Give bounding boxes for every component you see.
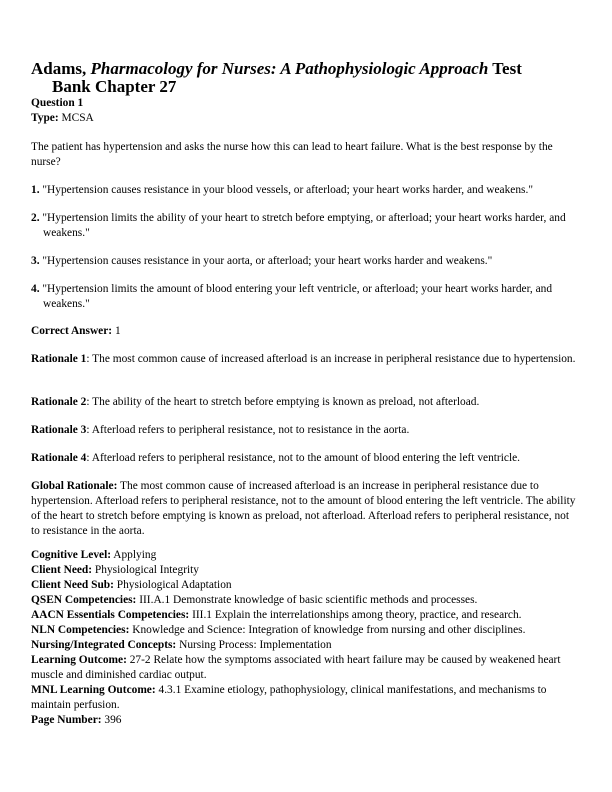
question-type — [31, 111, 579, 126]
meta-value: III.A.1 Demonstrate knowledge of basic scientific methods and processes. — [139, 594, 478, 606]
option-1 — [31, 183, 591, 198]
meta-label: MNL Learning Outcome: — [31, 684, 156, 696]
global-rationale-label: Global Rationale: — [31, 480, 118, 492]
question-header — [31, 96, 579, 126]
meta-value: 4.3.1 Examine etiology, pathophysiology, clinical manifestations, and mechanisms to maintain perfusion. — [31, 684, 547, 711]
option-number: 3. — [31, 255, 40, 267]
meta-label: Client Need Sub: — [31, 579, 114, 591]
meta-label: Page Number: — [31, 714, 102, 726]
meta-nursing-concepts — [31, 638, 579, 653]
rationale-label: Rationale 4 — [31, 452, 87, 464]
title-line-2: Bank Chapter 27 — [52, 77, 177, 96]
meta-label: Nursing/Integrated Concepts: — [31, 639, 177, 651]
rationale-label: Rationale 3 — [31, 424, 87, 436]
rationale-4 — [31, 451, 579, 466]
question-label: Question 1 — [31, 97, 84, 109]
meta-value: Physiological Adaptation — [116, 579, 232, 591]
option-number: 4. — [31, 283, 40, 295]
rationale-1 — [31, 352, 579, 367]
rationale-text: : The most common cause of increased afterload is an increase in peripheral resistance due to hypertension. — [86, 353, 576, 365]
meta-value: Nursing Process: Implementation — [179, 639, 332, 651]
question-stem: The patient has hypertension and asks the nurse how this can lead to heart failure. What is the best response by the nurse? — [31, 141, 553, 168]
correct-answer-label: Correct Answer: — [31, 325, 113, 337]
meta-label: NLN Competencies: — [31, 624, 130, 636]
rationale-label: Rationale 2 — [31, 396, 87, 408]
meta-value: Applying — [113, 549, 157, 561]
option-text: "Hypertension causes resistance in your blood vessels, or afterload; your heart works harder, and weakens." — [42, 184, 533, 196]
rationale-text: : The ability of the heart to stretch before emptying is known as preload, not afterload. — [86, 396, 480, 408]
title-suffix: Test — [492, 59, 522, 78]
meta-page-number — [31, 713, 579, 728]
meta-client-need — [31, 563, 579, 578]
correct-answer — [31, 324, 579, 339]
meta-label: Client Need: — [31, 564, 93, 576]
option-2 — [31, 211, 591, 241]
rationale-label: Rationale 1 — [31, 353, 87, 365]
global-rationale-text: The most common cause of increased afterload is an increase in peripheral resistance due to hypertension. Afterload refers to peripheral resistance, not to the amount of blood entering the left ventricle. The ability of the heart to stretch before emptying is known as preload, not afterload. Afterload refers to peripheral resistance, not to resistance in the aorta. — [31, 480, 576, 537]
meta-learning-outcome — [31, 653, 579, 683]
meta-value: Knowledge and Science: Integration of knowledge from nursing and other disciplines. — [132, 624, 526, 636]
meta-qsen — [31, 593, 579, 608]
meta-aacn — [31, 608, 579, 623]
rationale-text: : Afterload refers to peripheral resistance, not to the amount of blood entering the left ventricle. — [86, 452, 521, 464]
question-type-value: MCSA — [61, 112, 94, 124]
title-author: Adams, — [31, 59, 87, 78]
meta-value: 27-2 Relate how the symptoms associated with heart failure may be caused by weakened heart muscle and diminished cardiac output. — [31, 654, 561, 681]
rationale-3 — [31, 423, 579, 438]
meta-nln — [31, 623, 579, 638]
option-4 — [31, 282, 591, 312]
meta-label: Learning Outcome: — [31, 654, 127, 666]
meta-label: Cognitive Level: — [31, 549, 112, 561]
option-text: "Hypertension limits the ability of your heart to stretch before emptying, or afterload; your heart works harder, and weakens." — [42, 212, 566, 239]
document-title — [31, 60, 571, 96]
rationale-text: : Afterload refers to peripheral resistance, not to resistance in the aorta. — [86, 424, 410, 436]
option-3 — [31, 254, 591, 269]
global-rationale — [31, 479, 579, 539]
meta-value: 396 — [104, 714, 122, 726]
metadata-list — [31, 548, 579, 728]
question-type-label: Type: — [31, 112, 59, 124]
title-book: Pharmacology for Nurses: A Pathophysiologic Approach — [90, 59, 489, 78]
option-number: 2. — [31, 212, 40, 224]
meta-label: AACN Essentials Competencies: — [31, 609, 190, 621]
option-number: 1. — [31, 184, 40, 196]
correct-answer-value: 1 — [114, 325, 121, 337]
meta-value: III.1 Explain the interrelationships among theory, practice, and research. — [192, 609, 522, 621]
option-text: "Hypertension causes resistance in your aorta, or afterload; your heart works harder and weakens." — [42, 255, 493, 267]
meta-mnl-outcome — [31, 683, 579, 713]
meta-cognitive-level — [31, 548, 579, 563]
option-text: "Hypertension limits the amount of blood entering your left ventricle, or afterload; your heart works harder, and weakens." — [42, 283, 553, 310]
meta-value: Physiological Integrity — [94, 564, 200, 576]
meta-label: QSEN Competencies: — [31, 594, 137, 606]
rationale-2 — [31, 395, 579, 410]
meta-client-need-sub — [31, 578, 579, 593]
